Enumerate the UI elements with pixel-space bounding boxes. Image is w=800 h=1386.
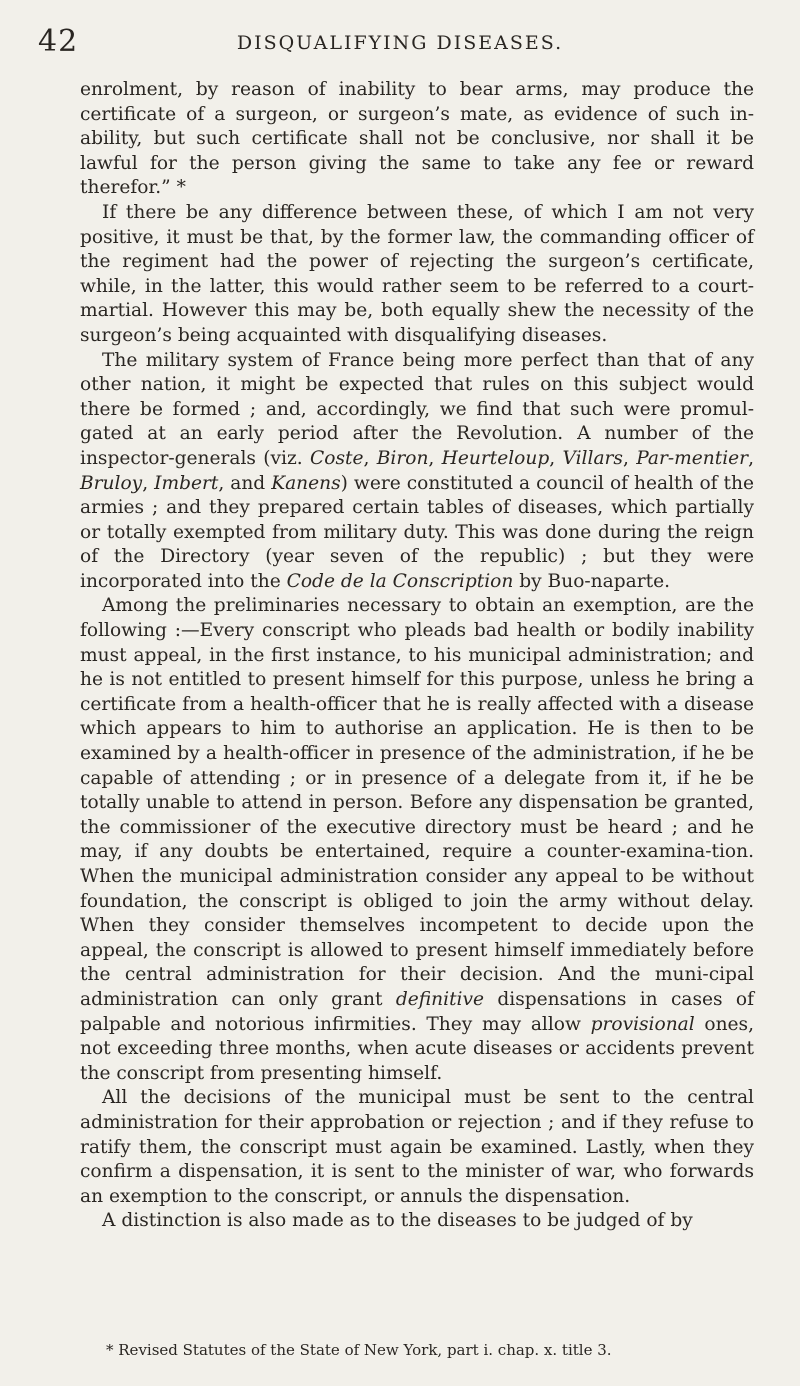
inspector-name: Biron — [376, 447, 429, 469]
footnote: * Revised Statutes of the State of New York, part i. chap. x. title 3. — [106, 1341, 612, 1359]
inspector-name: Par-mentier — [636, 447, 749, 469]
text-run: , and — [218, 472, 272, 494]
text-run: by Buo-naparte. — [513, 570, 670, 592]
paragraph-france-system — [80, 349, 754, 595]
emphasis-definitive: definitive — [395, 988, 485, 1010]
body-text — [80, 78, 754, 1234]
inspector-name: Coste — [310, 447, 364, 469]
paragraph-preliminaries — [80, 594, 754, 1086]
text-run: , — [428, 447, 442, 469]
inspector-name: Kanens — [271, 472, 341, 494]
text-run: dispensations in cases of palpable and notorious infirmities. They may allow — [80, 988, 754, 1035]
text-run: ones, not exceeding three months, when acute diseases or accidents prevent the conscript from presenting himself. — [80, 1013, 754, 1084]
emphasis-provisional: provisional — [590, 1013, 695, 1035]
running-head: DISQUALIFYING DISEASES. — [236, 32, 564, 54]
page-header — [34, 22, 766, 62]
text-run: The military system of France being more perfect than that of any other nation, it might be expected that rules on this subject would there be formed ; and, accordingly, we find that such were promul-gated at an early period after the Revolution. A number of the inspector-generals (viz. — [80, 349, 754, 469]
text-run: , — [622, 447, 637, 469]
paragraph-distinction: A distinction is also made as to the diseases to be judged of by — [102, 1210, 693, 1232]
text-run: , — [748, 447, 754, 469]
page-number: 42 — [38, 24, 79, 59]
text-run: , — [549, 447, 563, 469]
text-run: ) were constituted a council of health of the armies ; and they prepared certain tables of diseases, which partially or totally exempted from military duty. This was done during the reign of the Directory (year seven of the republic) ; but they were incorporated into the — [80, 472, 754, 592]
inspector-name: Imbert — [154, 472, 219, 494]
text-run: , — [363, 447, 377, 469]
inspector-name: Heurteloup — [441, 447, 550, 469]
paragraph-decisions: All the decisions of the municipal must be sent to the central administration for their approbation or rejection ; and if they refuse to ratify them, the conscript must again be examined. Lastly, when they confirm a dispensation, it is sent to the minister of war, who forwards an exemption to the conscript, or annuls the dispensation. — [80, 1087, 754, 1207]
inspector-name: Villars — [562, 447, 623, 469]
paragraph-difference: If there be any difference between these, of which I am not very positive, it must be that, by the former law, the commanding officer of the regiment had the power of rejecting the surgeon’s certificate, while, in the latter, this would rather seem to be referred to a court-martial. However this may be, both equally shew the necessity of the surgeon’s being acquainted with disqualifying diseases. — [80, 201, 754, 346]
paragraph-continuation: enrolment, by reason of inability to bear arms, may produce the certificate of a surgeon, or surgeon’s mate, as evidence of such in-ability, but such certificate shall not be conclusive, nor shall it be lawful for the person giving the same to take any fee or reward therefor.” * — [80, 79, 754, 199]
text-run: Among the preliminaries necessary to obtain an exemption, are the following :—Every conscript who pleads bad health or bodily inability must appeal, in the first instance, to his municipal administration; and he is not entitled to present himself for this purpose, unless he bring a certificate from a health-officer that he is really affected with a disease which appears to him to authorise an application. He is then to be examined by a health-officer in presence of the administration, if he be capable of attending ; or in presence of a delegate from it, if he be totally unable to attend in person. Before any dispensation be granted, the commissioner of the executive directory must be heard ; and he may, if any doubts be entertained, require a counter-examina-tion. When the municipal administration consider any appeal to be without foundation, the conscript is obliged to join the army without delay. When they consider themselves incompetent to decide upon the appeal, the conscript is allowed to present himself immediately before the central administration for their decision. And the muni-cipal administration can only grant — [80, 595, 754, 1010]
code-title: Code de la Conscription — [286, 570, 514, 592]
text-run: , — [142, 472, 155, 494]
inspector-name: Bruloy — [80, 472, 143, 494]
